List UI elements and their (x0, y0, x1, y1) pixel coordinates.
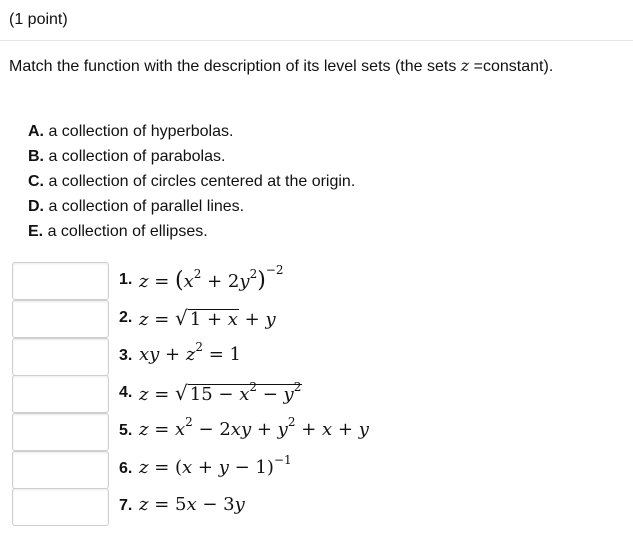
options-list (28, 122, 355, 247)
option-b: B. a collection of parabolas. (28, 148, 226, 165)
item-number: 3. (119, 347, 133, 364)
option-c: C. a collection of circles centered at the origin. (28, 173, 356, 190)
answer-input-4[interactable] (12, 375, 109, 413)
option-a: A. a collection of hyperbolas. (28, 123, 234, 140)
match-row-4 (12, 375, 612, 412)
match-row-7 (12, 488, 612, 525)
answer-input-1[interactable] (12, 262, 109, 300)
match-row-1 (12, 262, 612, 299)
answer-input-5[interactable] (12, 413, 109, 451)
points-label: (1 point) (9, 11, 68, 28)
match-row-2 (12, 300, 612, 337)
item-number: 2. (119, 309, 133, 326)
expression-2: z = √ 1 + x + y (139, 306, 276, 330)
question-prompt: Match the function with the description of its level sets (the sets z =constant). (9, 56, 554, 75)
match-row-5 (12, 413, 612, 450)
expression-4: z = √ $15 - x^2 - y^2$ (139, 380, 302, 405)
expression-6: $z = (x + y - 1)^{-1}$ (139, 453, 292, 478)
item-number: 6. (119, 460, 133, 477)
points-header (0, 0, 633, 41)
item-number: 1. (119, 271, 133, 288)
item-number: 4. (119, 384, 133, 401)
expression-1: $z = (x^2 + 2y^2)^{-2}$ (139, 263, 284, 293)
expression-5: $z = x^2 - 2xy + y^2 + x + y$ (139, 415, 369, 440)
match-row-6 (12, 451, 612, 488)
option-e: E. a collection of ellipses. (28, 223, 208, 240)
answer-input-7[interactable] (12, 488, 109, 526)
variable-z: z (460, 56, 470, 75)
answer-input-3[interactable] (12, 338, 109, 376)
answer-input-2[interactable] (12, 300, 109, 338)
match-row-3 (12, 338, 612, 375)
item-number: 5. (119, 422, 133, 439)
expression-3: xy + $z^2 = 1$ (139, 340, 241, 365)
option-d: D. a collection of parallel lines. (28, 198, 245, 215)
answer-input-6[interactable] (12, 451, 109, 489)
item-number: 7. (119, 497, 133, 514)
expression-7: z = 5x − 3y (139, 494, 245, 515)
